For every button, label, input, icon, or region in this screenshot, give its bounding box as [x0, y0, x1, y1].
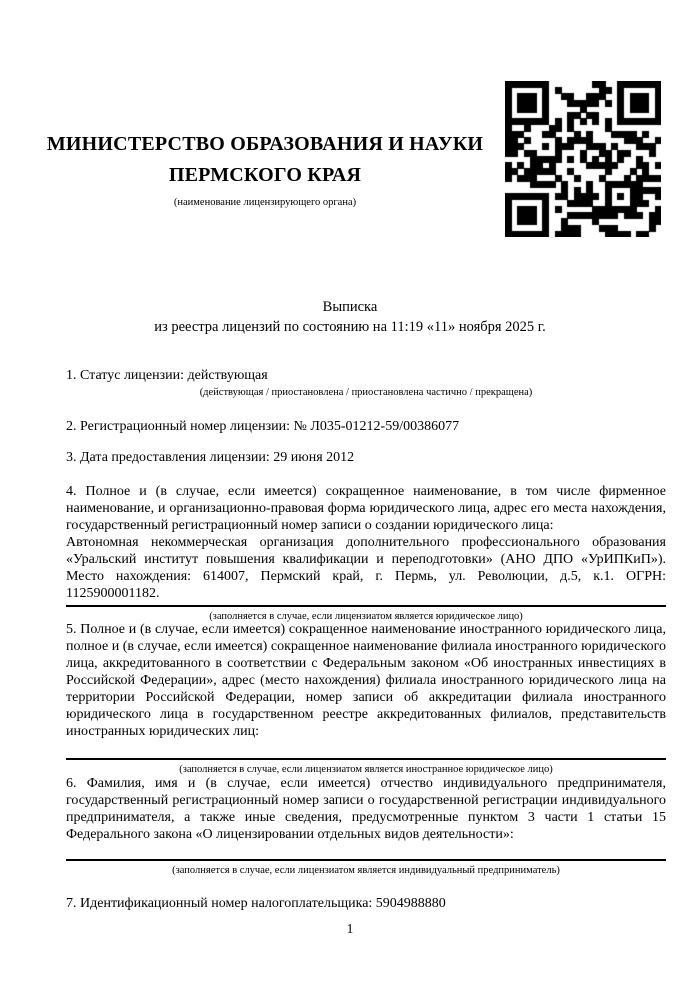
item-6-caption: (заполняется в случае, если лицензиатом является индивидуальный предприниматель) [172, 865, 560, 876]
item-3-text: 3. Дата предоставления лицензии: 29 июня 2012 [66, 450, 355, 465]
license-item-status [66, 367, 666, 399]
fill-in-rule-foreign-entity [66, 758, 666, 760]
item-4-caption: (заполняется в случае, если лицензиатом является юридическое лицо) [209, 611, 523, 622]
licensing-authority-header [40, 129, 490, 209]
license-item-individual-entrepreneur [66, 775, 666, 877]
page-number: 1 [346, 921, 354, 936]
license-item-legal-entity [66, 483, 666, 623]
ministry-name-line1: МИНИСТЕРСТВО ОБРАЗОВАНИЯ И НАУКИ [46, 133, 484, 155]
ministry-caption: (наименование лицензирующего органа) [173, 197, 357, 208]
item-2-text: 2. Регистрационный номер лицензии: № Л035-01212-59/00386077 [66, 419, 460, 434]
item-1-text: 1. Статус лицензии: действующая [66, 368, 268, 383]
item-7-text: 7. Идентификационный номер налогоплательщика: 5904988880 [66, 896, 446, 911]
fill-in-rule-entrepreneur [66, 859, 666, 861]
item-1-caption: (действующая / приостановлена / приостановлена частично / прекращена) [199, 387, 533, 398]
item-5-caption: (заполняется в случае, если лицензиатом является иностранное юридическое лицо) [179, 764, 553, 775]
license-item-grant-date [66, 449, 666, 466]
item-6-text: 6. Фамилия, имя и (в случае, если имеется) отчество индивидуального предпринимателя, государственный регистрационный номер записи о государственной регистрации индивидуального предпринимателя, а также иные сведения, предусмотренные пунктом 3 части 1 статьи 15 Федерального закона «О лицензировании отдельных видов деятельности»: [66, 776, 666, 842]
license-item-registration-number [66, 418, 666, 435]
license-item-foreign-entity [66, 621, 666, 776]
item-4-text: 4. Полное и (в случае, если имеется) сокращенное наименование, в том числе фирменное наименование, и организационно-правовая форма юридического лица, адрес его места нахождения, государственный регистрационный номер записи о создании юридического лица: [66, 484, 666, 533]
fill-in-rule-legal-entity [66, 605, 666, 607]
extract-title: Выписка [322, 299, 378, 315]
qr-code-icon [505, 81, 661, 237]
extract-subtitle: из реестра лицензий по состоянию на 11:19 «11» ноября 2025 г. [154, 319, 546, 335]
item-5-text: 5. Полное и (в случае, если имеется) сокращенное наименование иностранного юридического лица, полное и (в случае, если имеется) сокращенное наименование филиала иностранного юридического лица, аккредитованного в соответствии с Федеральным законом «Об иностранных инвестициях в Российской Федерации», адрес (место нахождения) филиала иностранного юридического лица на территории Российской Федерации, номер записи об аккредитации филиала иностранного юридического лица в государственном реестре аккредитованных филиалов, представительств иностранных юридических лиц: [66, 622, 666, 739]
license-item-taxpayer-id [66, 895, 666, 912]
item-4-value: Автономная некоммерческая организация дополнительного профессионального образования «Уральский институт повышения квалификации и переподготовки» (АНО ДПО «УрИПКиП»). Место нахождения: 614007, Пермский край, г. Пермь, ул. Революции, д.5, к.1. ОГРН: 1125900001182. [66, 535, 666, 601]
document-title [50, 297, 650, 337]
ministry-name-line2: ПЕРМСКОГО КРАЯ [168, 164, 362, 186]
